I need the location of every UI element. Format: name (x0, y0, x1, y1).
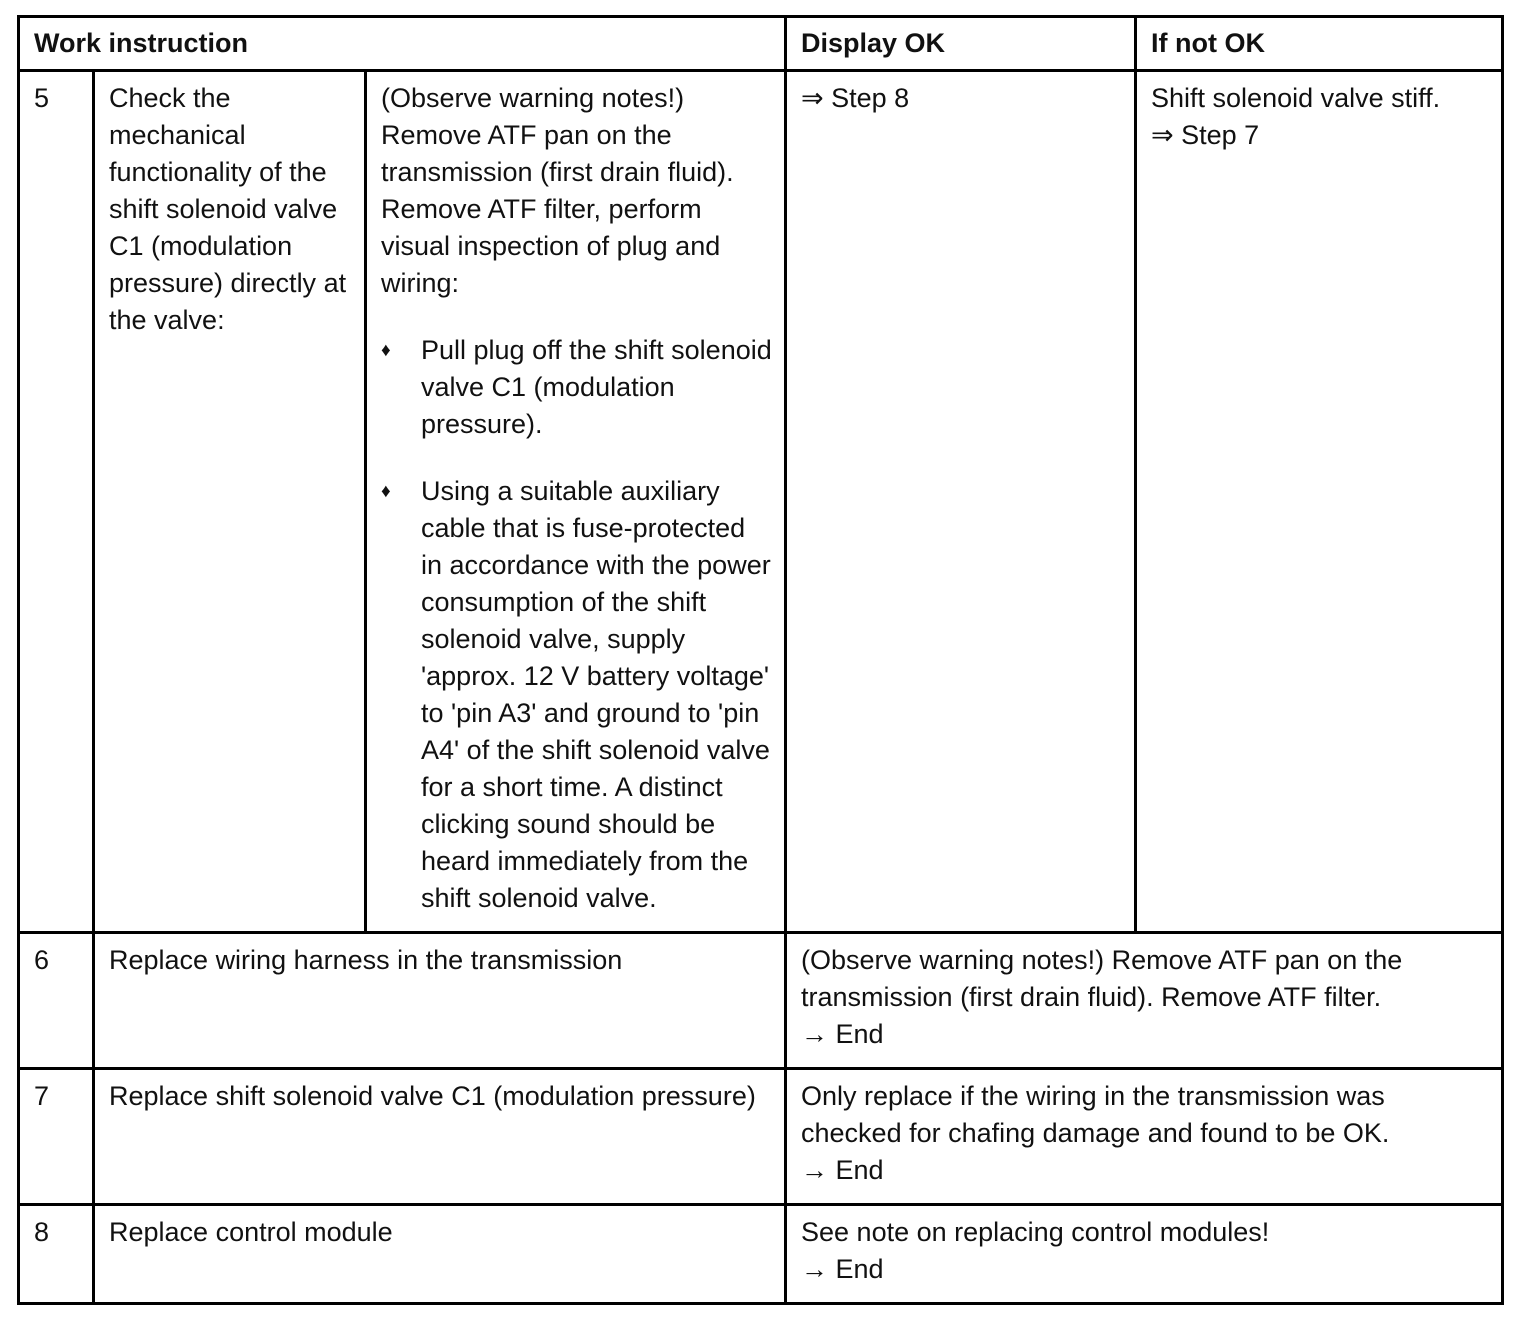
procedure-cell (366, 71, 786, 933)
procedure-intro: (Observe warning notes!) Remove ATF pan on the transmission (first drain fluid). Remove ATF filter, perform visual inspection of plug and wiring: (381, 83, 734, 298)
table-row-step-5 (19, 71, 1503, 933)
result-cell (786, 1069, 1503, 1205)
header-work-instruction: Work instruction (19, 17, 786, 71)
result-text: See note on replacing control modules! (801, 1217, 1270, 1247)
table-row-step-8 (19, 1205, 1503, 1304)
step-number-cell: 7 (19, 1069, 94, 1205)
procedure-bullet-item (381, 473, 772, 917)
step-number-cell: 6 (19, 933, 94, 1069)
instruction-check-cell: Check the mechanical functionality of the shift solenoid valve C1 (modulation pressure) directly at the valve: (94, 71, 366, 933)
procedure-bullet-item (381, 332, 772, 443)
procedure-bullet-text: Using a suitable auxiliary cable that is fuse-protected in accordance with the power consumption of the shift solenoid valve, supply 'approx. 12 V battery voltage' to 'pin A3' and ground to 'pin A4' of the shift solenoid valve for a short time. A distinct clicking sound should be heard immediately from the shift solenoid valve. (421, 476, 771, 913)
if-not-ok-cell (1136, 71, 1503, 933)
instruction-cell: Replace wiring harness in the transmission (94, 933, 786, 1069)
result-end: → End (801, 1019, 884, 1049)
header-row (19, 17, 1503, 71)
diagnostic-steps-table (17, 15, 1504, 1305)
result-end: → End (801, 1155, 884, 1185)
if-not-ok-step-ref: ⇒ Step 7 (1151, 120, 1260, 150)
if-not-ok-text: Shift solenoid valve stiff. (1151, 83, 1441, 113)
result-cell (786, 1205, 1503, 1304)
result-end: → End (801, 1254, 884, 1284)
table-row-step-6 (19, 933, 1503, 1069)
display-ok-cell: ⇒ Step 8 (786, 71, 1136, 933)
table-row-step-7 (19, 1069, 1503, 1205)
procedure-bullet-text: Pull plug off the shift solenoid valve C1 (modulation pressure). (421, 335, 772, 439)
step-number-cell: 5 (19, 71, 94, 933)
header-if-not-ok: If not OK (1136, 17, 1503, 71)
diamond-bullet-icon: ♦ (381, 481, 391, 502)
instruction-cell: Replace control module (94, 1205, 786, 1304)
header-display-ok: Display OK (786, 17, 1136, 71)
diamond-bullet-icon: ♦ (381, 340, 391, 361)
result-text: Only replace if the wiring in the transmission was checked for chafing damage and found to be OK. (801, 1081, 1390, 1148)
result-cell (786, 933, 1503, 1069)
result-text: (Observe warning notes!) Remove ATF pan on the transmission (first drain fluid). Remove ATF filter. (801, 945, 1403, 1012)
instruction-cell: Replace shift solenoid valve C1 (modulation pressure) (94, 1069, 786, 1205)
step-number-cell: 8 (19, 1205, 94, 1304)
